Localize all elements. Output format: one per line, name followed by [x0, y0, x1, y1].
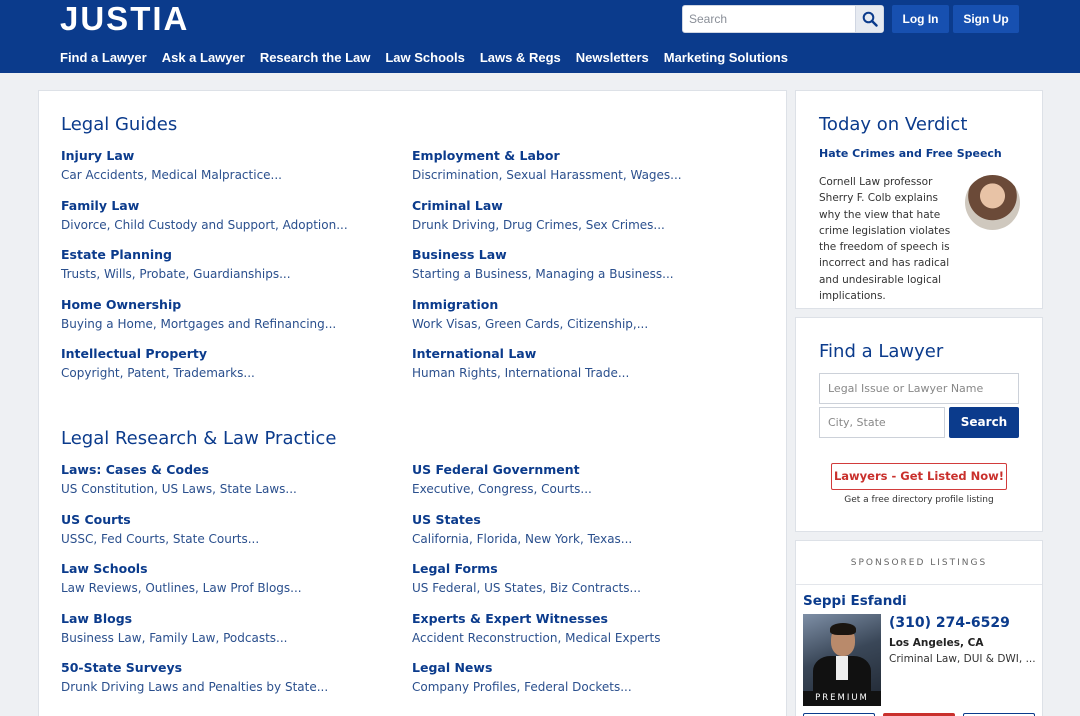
list-item	[61, 462, 401, 498]
category-description[interactable]: Buying a Home, Mortgages and Refinancing...	[61, 316, 337, 331]
list-item	[412, 611, 752, 647]
sponsored-card	[795, 540, 1043, 716]
category-description[interactable]: Divorce, Child Custody and Support, Adoption...	[61, 217, 348, 232]
lawyer-city: Los Angeles, CA	[889, 637, 984, 649]
list-item	[412, 660, 752, 696]
legal-research-heading: Legal Research & Law Practice	[61, 428, 337, 449]
search-button[interactable]	[855, 6, 883, 32]
main-nav	[60, 50, 788, 65]
list-item	[412, 247, 752, 283]
category-link[interactable]: International Law	[412, 346, 537, 361]
category-link[interactable]: Family Law	[61, 197, 140, 213]
category-description[interactable]: Accident Reconstruction, Medical Experts	[412, 630, 661, 645]
category-link[interactable]: US Courts	[61, 511, 131, 527]
category-description[interactable]: Car Accidents, Medical Malpractice...	[61, 168, 282, 182]
category-description[interactable]: Discrimination, Sexual Harassment, Wages...	[412, 168, 682, 182]
category-link[interactable]: Law Schools	[61, 561, 148, 576]
legal-issue-input[interactable]: Legal Issue or Lawyer Name	[819, 373, 1019, 404]
verdict-summary: Cornell Law professor Sherry F. Colb explains why the view that hate crime legislation violates the freedom of speech is incorrect and has radical and undesirable logical implications.	[819, 176, 951, 303]
category-link[interactable]: Laws: Cases & Codes	[61, 462, 209, 477]
legal-guides-heading: Legal Guides	[61, 114, 178, 135]
category-description[interactable]: Drunk Driving, Drug Crimes, Sex Crimes...	[412, 217, 665, 232]
list-item	[61, 512, 401, 548]
get-listed-subtext: Get a free directory profile listing	[844, 495, 994, 505]
verdict-article-link[interactable]: Hate Crimes and Free Speech	[819, 147, 1002, 160]
category-link[interactable]: Immigration	[412, 296, 499, 312]
get-listed-button[interactable]: Lawyers - Get Listed Now!	[831, 463, 1007, 490]
list-item	[61, 660, 401, 696]
category-description[interactable]: California, Florida, New York, Texas...	[412, 531, 633, 546]
nav-find-a-lawyer[interactable]: Find a Lawyer	[60, 50, 147, 65]
location-input[interactable]: City, State	[819, 407, 945, 438]
list-item	[412, 512, 752, 548]
list-item	[412, 561, 752, 597]
category-link[interactable]: Estate Planning	[61, 247, 173, 262]
nav-law-schools[interactable]: Law Schools	[385, 50, 465, 65]
category-link[interactable]: US Federal Government	[412, 462, 580, 477]
category-link[interactable]: Law Blogs	[61, 610, 133, 626]
verdict-heading: Today on Verdict	[819, 114, 968, 135]
list-item	[412, 297, 752, 333]
list-item	[412, 148, 752, 184]
category-link[interactable]: Employment & Labor	[412, 148, 560, 163]
category-description[interactable]: Starting a Business, Managing a Business...	[412, 267, 674, 281]
category-link[interactable]: Intellectual Property	[61, 346, 208, 361]
category-description[interactable]: USSC, Fed Courts, State Courts...	[61, 531, 260, 546]
category-link[interactable]: Experts & Expert Witnesses	[412, 610, 608, 626]
nav-newsletters[interactable]: Newsletters	[575, 50, 649, 65]
category-description[interactable]: Copyright, Patent, Trademarks...	[61, 366, 255, 380]
category-link[interactable]: 50-State Surveys	[61, 660, 183, 675]
list-item	[61, 148, 401, 184]
justia-logo[interactable]: JUSTIA	[60, 0, 190, 37]
sponsored-label: SPONSORED LISTINGS	[850, 558, 988, 568]
category-description[interactable]: Company Profiles, Federal Dockets...	[412, 680, 632, 694]
nav-ask-a-lawyer[interactable]: Ask a Lawyer	[161, 50, 245, 65]
nav-research-the-law[interactable]: Research the Law	[259, 50, 371, 65]
list-item	[412, 198, 752, 234]
category-description[interactable]: Trusts, Wills, Probate, Guardianships...	[61, 267, 291, 281]
nav-laws-regs[interactable]: Laws & Regs	[479, 50, 561, 65]
list-item	[412, 346, 752, 382]
search-input[interactable]	[683, 6, 855, 32]
list-item	[61, 611, 401, 647]
lawyer-practice-areas: Criminal Law, DUI & DWI, ...	[889, 653, 1036, 665]
category-description[interactable]: Business Law, Family Law, Podcasts...	[61, 630, 288, 645]
premium-badge: PREMIUM	[803, 691, 881, 706]
list-item	[61, 561, 401, 597]
category-description[interactable]: Drunk Driving Laws and Penalties by State...	[61, 680, 329, 694]
find-lawyer-search-button[interactable]: Search	[949, 407, 1019, 438]
category-description[interactable]: Human Rights, International Trade...	[412, 366, 630, 380]
category-link[interactable]: Legal Forms	[412, 561, 498, 576]
login-button[interactable]: Log In	[892, 5, 949, 33]
site-search	[682, 5, 884, 33]
nav-marketing-solutions[interactable]: Marketing Solutions	[663, 50, 788, 65]
category-description[interactable]: US Federal, US States, Biz Contracts...	[412, 581, 641, 595]
signup-button[interactable]: Sign Up	[953, 5, 1019, 33]
category-link[interactable]: Criminal Law	[412, 197, 503, 213]
category-description[interactable]: Executive, Congress, Courts...	[412, 482, 592, 496]
list-item	[61, 346, 401, 382]
find-lawyer-heading: Find a Lawyer	[819, 341, 944, 362]
list-item	[412, 462, 752, 498]
lawyer-phone[interactable]: (310) 274-6529	[889, 615, 1010, 631]
category-description[interactable]: Law Reviews, Outlines, Law Prof Blogs...	[61, 581, 302, 595]
category-description[interactable]: US Constitution, US Laws, State Laws...	[61, 482, 297, 496]
main-content	[38, 90, 787, 716]
author-photo	[965, 175, 1020, 230]
category-link[interactable]: Legal News	[412, 660, 493, 675]
search-icon	[862, 11, 878, 27]
find-lawyer-card	[795, 317, 1043, 532]
site-header	[0, 0, 1080, 73]
lawyer-name[interactable]: Seppi Esfandi	[803, 593, 907, 609]
list-item	[61, 247, 401, 283]
category-link[interactable]: Injury Law	[61, 148, 135, 163]
category-link[interactable]: Business Law	[412, 247, 507, 262]
list-item	[61, 297, 401, 333]
category-link[interactable]: Home Ownership	[61, 296, 182, 312]
list-item	[61, 198, 401, 234]
category-description[interactable]: Work Visas, Green Cards, Citizenship,...	[412, 316, 649, 331]
category-link[interactable]: US States	[412, 511, 481, 527]
divider	[796, 584, 1042, 585]
verdict-card	[795, 90, 1043, 309]
